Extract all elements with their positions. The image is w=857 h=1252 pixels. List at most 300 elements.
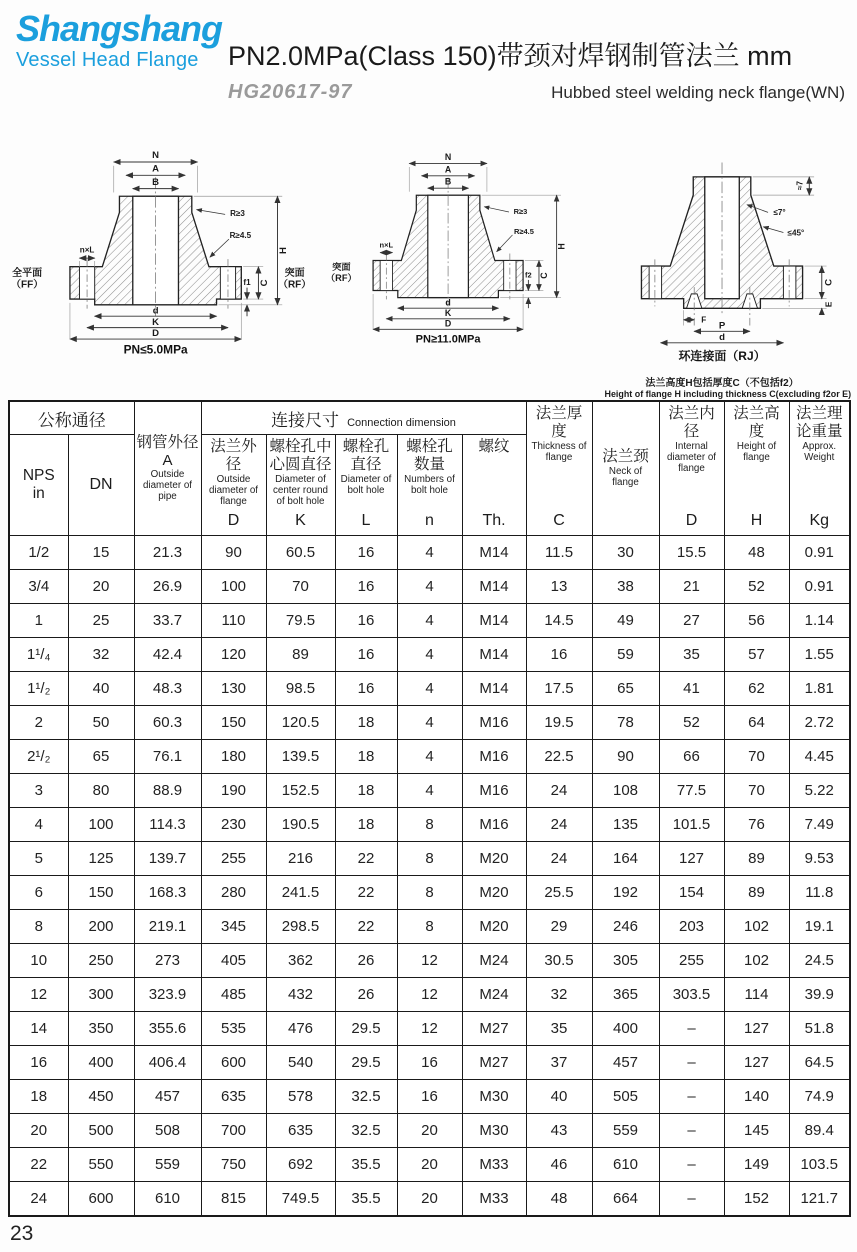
table-cell: 8	[397, 910, 462, 944]
table-cell: 120.5	[266, 706, 335, 740]
table-cell: 32	[68, 638, 134, 672]
dim-R3: R≥3	[230, 209, 245, 219]
table-cell: 485	[201, 978, 266, 1012]
table-row	[9, 1182, 850, 1217]
table-cell: 114	[724, 978, 789, 1012]
table-cell: 323.9	[134, 978, 201, 1012]
table-cell: 42.4	[134, 638, 201, 672]
table-cell: 40	[526, 1080, 592, 1114]
table-cell: 154	[659, 876, 724, 910]
table-cell: 241.5	[266, 876, 335, 910]
table-row	[9, 570, 850, 604]
table-cell: 110	[201, 604, 266, 638]
table-cell: 16	[397, 1080, 462, 1114]
table-cell: 457	[592, 1046, 659, 1080]
group-header-connection: 连接尺寸 Connection dimension	[201, 401, 526, 435]
table-cell: 4	[9, 808, 68, 842]
table-cell: 89	[724, 876, 789, 910]
table-cell: 20	[397, 1148, 462, 1182]
table-cell: 750	[201, 1148, 266, 1182]
face-label-rf-2: （RF）	[277, 279, 308, 291]
table-cell: 25.5	[526, 876, 592, 910]
table-cell: 4	[397, 604, 462, 638]
page-number: 23	[10, 1222, 34, 1245]
table-cell: 432	[266, 978, 335, 1012]
col-label-en: Thickness of flange	[531, 440, 587, 463]
col-symbol: D	[227, 512, 240, 529]
table-cell: 48	[724, 536, 789, 570]
table-cell: 65	[592, 672, 659, 706]
col-header-thickness	[526, 401, 592, 536]
col-symbol: K	[295, 512, 306, 529]
table-cell: M24	[462, 978, 526, 1012]
dim-H: H	[556, 243, 567, 250]
table-cell: 350	[68, 1012, 134, 1046]
table-cell: 26	[335, 978, 397, 1012]
dim-R45: R≥4.5	[229, 231, 252, 241]
col-label: in	[32, 485, 45, 502]
table-cell: M16	[462, 774, 526, 808]
table-cell: 700	[201, 1114, 266, 1148]
table-cell: 300	[68, 978, 134, 1012]
col-header-pipe-od	[134, 401, 201, 536]
col-symbol: C	[553, 512, 565, 529]
table-cell: 362	[266, 944, 335, 978]
table-cell: 130	[201, 672, 266, 706]
table-cell: –	[659, 1046, 724, 1080]
table-row	[9, 1114, 850, 1148]
table-cell: 18	[335, 740, 397, 774]
table-cell: –	[659, 1080, 724, 1114]
table-cell: 305	[592, 944, 659, 978]
flange-section-drawing-rf	[320, 122, 585, 347]
table-row	[9, 944, 850, 978]
col-label-en: Outside diameter of pipe	[142, 468, 192, 502]
table-row	[9, 604, 850, 638]
group-header-nominal: 公称通径	[9, 401, 134, 435]
col-label-cn: 法兰理论重量	[795, 405, 843, 440]
table-cell: 168.3	[134, 876, 201, 910]
table-cell: 255	[659, 944, 724, 978]
table-cell: 1.14	[789, 604, 850, 638]
table-cell: 1/2	[9, 536, 68, 570]
table-cell: 246	[592, 910, 659, 944]
col-label-cn: 法兰颈	[602, 448, 649, 466]
table-cell: 4	[397, 570, 462, 604]
table-cell: 635	[201, 1080, 266, 1114]
table-cell: 7.49	[789, 808, 850, 842]
table-cell: 1.81	[789, 672, 850, 706]
table-cell: 33.7	[134, 604, 201, 638]
table-cell: 46	[526, 1148, 592, 1182]
table-cell: 2.72	[789, 706, 850, 740]
table-cell: 18	[9, 1080, 68, 1114]
table-cell: 192	[592, 876, 659, 910]
table-cell: 12	[397, 944, 462, 978]
dim-d: d	[718, 331, 725, 343]
table-cell: 38	[592, 570, 659, 604]
table-cell: 57	[724, 638, 789, 672]
col-header-bolt-hole	[335, 435, 397, 536]
col-label-en: Approx. Weight	[802, 440, 837, 463]
col-label-en: Numbers of bolt hole	[404, 473, 455, 496]
table-cell: 76.1	[134, 740, 201, 774]
table-cell: 500	[68, 1114, 134, 1148]
table-cell: 540	[266, 1046, 335, 1080]
table-cell: M33	[462, 1148, 526, 1182]
table-cell: 60.3	[134, 706, 201, 740]
dim-K: K	[152, 316, 160, 328]
table-cell: 88.9	[134, 774, 201, 808]
table-cell: 35	[659, 638, 724, 672]
brand-tagline: Vessel Head Flange	[16, 48, 199, 71]
bolt-hole-right	[783, 266, 795, 299]
table-cell: 50	[68, 706, 134, 740]
table-cell: 19.5	[526, 706, 592, 740]
dim-f2: f2	[525, 270, 532, 280]
table-cell: 164	[592, 842, 659, 876]
table-row	[9, 1012, 850, 1046]
table-cell: 89	[724, 842, 789, 876]
table-cell: 600	[68, 1182, 134, 1217]
table-cell: 815	[201, 1182, 266, 1217]
table-cell: 216	[266, 842, 335, 876]
col-header-height	[724, 401, 789, 536]
table-cell: 4	[397, 706, 462, 740]
table-cell: 121.7	[789, 1182, 850, 1217]
dim-P: P	[718, 320, 725, 332]
dim-D: D	[152, 328, 160, 340]
col-header-neck	[592, 401, 659, 536]
col-header-internal-diameter	[659, 401, 724, 536]
table-cell: 24	[526, 774, 592, 808]
table-cell: 24	[526, 842, 592, 876]
table-cell: 2	[9, 706, 68, 740]
dim-d: d	[152, 305, 159, 317]
table-cell: 15.5	[659, 536, 724, 570]
table-cell: 219.1	[134, 910, 201, 944]
table-cell: –	[659, 1114, 724, 1148]
face-label-rf: 突面	[284, 268, 305, 280]
table-row	[9, 706, 850, 740]
table-cell: 12	[9, 978, 68, 1012]
table-cell: 65	[68, 740, 134, 774]
table-row	[9, 978, 850, 1012]
table-cell: 16	[335, 536, 397, 570]
drawing-col-2	[320, 122, 585, 352]
col-label-en: Outside diameter of flange	[208, 473, 258, 507]
table-cell: 152.5	[266, 774, 335, 808]
table-cell: 4	[397, 638, 462, 672]
col-label-cn: 螺栓孔中心圆直径	[269, 438, 332, 473]
table-cell: 139.5	[266, 740, 335, 774]
col-label-cn: 法兰高度	[733, 405, 780, 440]
table-cell: 559	[592, 1114, 659, 1148]
table-cell: M20	[462, 910, 526, 944]
table-cell: 20	[397, 1182, 462, 1217]
table-cell: –	[659, 1182, 724, 1217]
dim-d: d	[445, 297, 451, 308]
dim-E: E	[823, 301, 833, 308]
table-cell: 49	[592, 604, 659, 638]
col-header-bolt-number	[397, 435, 462, 536]
table-cell: 101.5	[659, 808, 724, 842]
table-cell: 16	[335, 570, 397, 604]
table-cell: 255	[201, 842, 266, 876]
col-label-cn: 螺纹	[478, 438, 510, 455]
table-cell: 30.5	[526, 944, 592, 978]
table-cell: 12	[397, 1012, 462, 1046]
table-cell: 18	[335, 774, 397, 808]
table-cell: M30	[462, 1080, 526, 1114]
col-label-en: Internal diameter of flange	[666, 440, 716, 474]
dim-B: B	[444, 176, 452, 187]
table-cell: 22	[335, 842, 397, 876]
table-cell: 400	[592, 1012, 659, 1046]
col-label-cn: 螺栓孔直径	[342, 438, 390, 473]
table-cell: 56	[724, 604, 789, 638]
table-cell: 11.8	[789, 876, 850, 910]
table-cell: –	[659, 1012, 724, 1046]
table-cell: 4	[397, 774, 462, 808]
table-cell: 16	[9, 1046, 68, 1080]
dim-F: F	[700, 315, 706, 325]
table-cell: 127	[724, 1012, 789, 1046]
dim-H: H	[278, 247, 290, 254]
table-cell: 135	[592, 808, 659, 842]
table-cell: 37	[526, 1046, 592, 1080]
col-label-cn: 螺栓孔数量	[406, 438, 453, 473]
title-block	[214, 8, 847, 104]
table-cell: 80	[68, 774, 134, 808]
col-label: NPS	[22, 467, 55, 485]
table-row	[9, 672, 850, 706]
table-cell: 76	[724, 808, 789, 842]
table-cell: 22.5	[526, 740, 592, 774]
table-cell: 150	[68, 876, 134, 910]
table-cell: 74.9	[789, 1080, 850, 1114]
table-cell: 180	[201, 740, 266, 774]
table-cell: M33	[462, 1182, 526, 1217]
flange-section-drawing-ff	[8, 122, 308, 360]
col-symbol: n	[425, 512, 434, 529]
table-cell: 140	[724, 1080, 789, 1114]
dim-C: C	[538, 272, 549, 279]
table-row	[9, 1080, 850, 1114]
table-cell: 1	[9, 604, 68, 638]
table-cell: M16	[462, 706, 526, 740]
table-cell: 89	[266, 638, 335, 672]
table-cell: 64.5	[789, 1046, 850, 1080]
table-cell: 52	[724, 570, 789, 604]
table-cell: 578	[266, 1080, 335, 1114]
dim-angle7: ≤7°	[772, 208, 786, 218]
table-cell: 230	[201, 808, 266, 842]
table-cell: 41	[659, 672, 724, 706]
table-cell: 273	[134, 944, 201, 978]
table-cell: 5	[9, 842, 68, 876]
table-row	[9, 876, 850, 910]
table-body	[9, 536, 850, 1217]
table-cell: 90	[592, 740, 659, 774]
page-header	[0, 0, 857, 112]
table-cell: M24	[462, 944, 526, 978]
table-cell: 139.7	[134, 842, 201, 876]
bolt-hole-left	[649, 266, 661, 299]
table-cell: 505	[592, 1080, 659, 1114]
table-cell: 22	[335, 876, 397, 910]
table-cell: 250	[68, 944, 134, 978]
drawing-col-3	[597, 122, 852, 400]
table-cell: 14.5	[526, 604, 592, 638]
table-cell: 48	[526, 1182, 592, 1217]
table-cell: M27	[462, 1012, 526, 1046]
col-symbol: L	[361, 512, 371, 529]
table-cell: 16	[335, 638, 397, 672]
face-label-ff-2: （FF）	[11, 279, 44, 291]
table-cell: 32	[526, 978, 592, 1012]
dim-nxL: n×L	[379, 240, 394, 250]
table-cell: 190.5	[266, 808, 335, 842]
table-row	[9, 536, 850, 570]
table-cell: 27	[659, 604, 724, 638]
table-cell: 35.5	[335, 1182, 397, 1217]
dim-R45: R≥4.5	[513, 227, 534, 237]
table-cell: 20	[68, 570, 134, 604]
table-cell: 35	[526, 1012, 592, 1046]
table-cell: 16	[335, 604, 397, 638]
table-cell: 365	[592, 978, 659, 1012]
table-cell: 0.91	[789, 536, 850, 570]
dim-K: K	[444, 308, 452, 319]
table-row	[9, 774, 850, 808]
table-cell: 280	[201, 876, 266, 910]
table-cell: 17.5	[526, 672, 592, 706]
page-subtitle-en: Hubbed steel welding neck flange(WN)	[551, 83, 845, 102]
col-label-cn: 法兰外径	[210, 438, 257, 473]
table-cell: 100	[201, 570, 266, 604]
table-cell: 11.5	[526, 536, 592, 570]
col-label-cn: 法兰厚度	[535, 405, 583, 440]
table-cell: 6	[9, 876, 68, 910]
table-cell: 4	[397, 740, 462, 774]
dim-C: C	[822, 278, 834, 286]
col-header-dn	[68, 435, 134, 536]
table-cell: 48.3	[134, 672, 201, 706]
col-symbol: Kg	[809, 512, 830, 529]
table-row	[9, 740, 850, 774]
table-cell: 8	[397, 842, 462, 876]
table-cell: 16	[335, 672, 397, 706]
table-cell: 120	[201, 638, 266, 672]
note-en: Height of flange H including thickness C(excluding f2or E)	[604, 389, 852, 400]
table-cell: 90	[201, 536, 266, 570]
table-cell: 10	[9, 944, 68, 978]
table-cell: 79.5	[266, 604, 335, 638]
table-cell: 35.5	[335, 1148, 397, 1182]
face-label-rf-2: （RF）	[325, 272, 357, 283]
dim-N: N	[444, 151, 452, 162]
dim-A: A	[152, 163, 160, 175]
drawing-col-1	[8, 122, 308, 365]
table-cell: 100	[68, 808, 134, 842]
dim-B: B	[152, 176, 160, 188]
dim-N: N	[152, 150, 160, 162]
company-logo	[16, 8, 223, 72]
table-cell: M14	[462, 638, 526, 672]
table-cell: M16	[462, 808, 526, 842]
face-label-rf: 突面	[332, 262, 351, 273]
dim-D: D	[444, 318, 452, 329]
col-header-thread	[462, 435, 526, 536]
col-symbol: H	[750, 512, 763, 529]
table-cell: 24	[9, 1182, 68, 1217]
table-cell: 32.5	[335, 1080, 397, 1114]
table-cell: 9.53	[789, 842, 850, 876]
table-cell: M14	[462, 570, 526, 604]
table-cell: 19.1	[789, 910, 850, 944]
table-row	[9, 1148, 850, 1182]
table-cell: 8	[397, 808, 462, 842]
col-label-en: Neck of flange	[608, 465, 643, 488]
table-cell: 24	[526, 808, 592, 842]
table-cell: 127	[724, 1046, 789, 1080]
table-cell: 103.5	[789, 1148, 850, 1182]
table-cell: 4	[397, 672, 462, 706]
col-label-cn: 钢管外径	[136, 434, 199, 452]
standard-number: HG20617-97	[228, 81, 353, 103]
table-cell: 635	[266, 1114, 335, 1148]
table-cell: 298.5	[266, 910, 335, 944]
table-cell: 70	[266, 570, 335, 604]
table-cell: 559	[134, 1148, 201, 1182]
table-cell: 127	[659, 842, 724, 876]
table-cell: 51.8	[789, 1012, 850, 1046]
table-cell: 108	[592, 774, 659, 808]
table-cell: 152	[724, 1182, 789, 1217]
col-header-weight	[789, 401, 850, 536]
table-cell: 20	[9, 1114, 68, 1148]
table-cell: M30	[462, 1114, 526, 1148]
table-cell: 26.9	[134, 570, 201, 604]
table-cell: 692	[266, 1148, 335, 1182]
table-cell: 406.4	[134, 1046, 201, 1080]
table-cell: 15	[68, 536, 134, 570]
table-row	[9, 638, 850, 672]
col-header-nps	[9, 435, 68, 536]
table-cell: 18	[335, 808, 397, 842]
table-cell: 450	[68, 1080, 134, 1114]
table-cell: 78	[592, 706, 659, 740]
table-cell: M20	[462, 842, 526, 876]
table-cell: 70	[724, 774, 789, 808]
col-header-bolt-circle	[266, 435, 335, 536]
table-cell: 16	[526, 638, 592, 672]
table-cell: 749.5	[266, 1182, 335, 1217]
table-cell: 400	[68, 1046, 134, 1080]
col-label-en: Height of flange	[736, 440, 777, 463]
table-cell: 8	[397, 876, 462, 910]
table-cell: 18	[335, 706, 397, 740]
table-cell: 200	[68, 910, 134, 944]
dim-angle45: ≤45°	[786, 228, 804, 238]
table-cell: 12	[397, 978, 462, 1012]
table-cell: 3	[9, 774, 68, 808]
table-cell: 405	[201, 944, 266, 978]
table-cell: 457	[134, 1080, 201, 1114]
col-symbol: D	[685, 512, 698, 529]
note-cn: 法兰高度H包括厚度C（不包括f2）	[645, 378, 799, 389]
